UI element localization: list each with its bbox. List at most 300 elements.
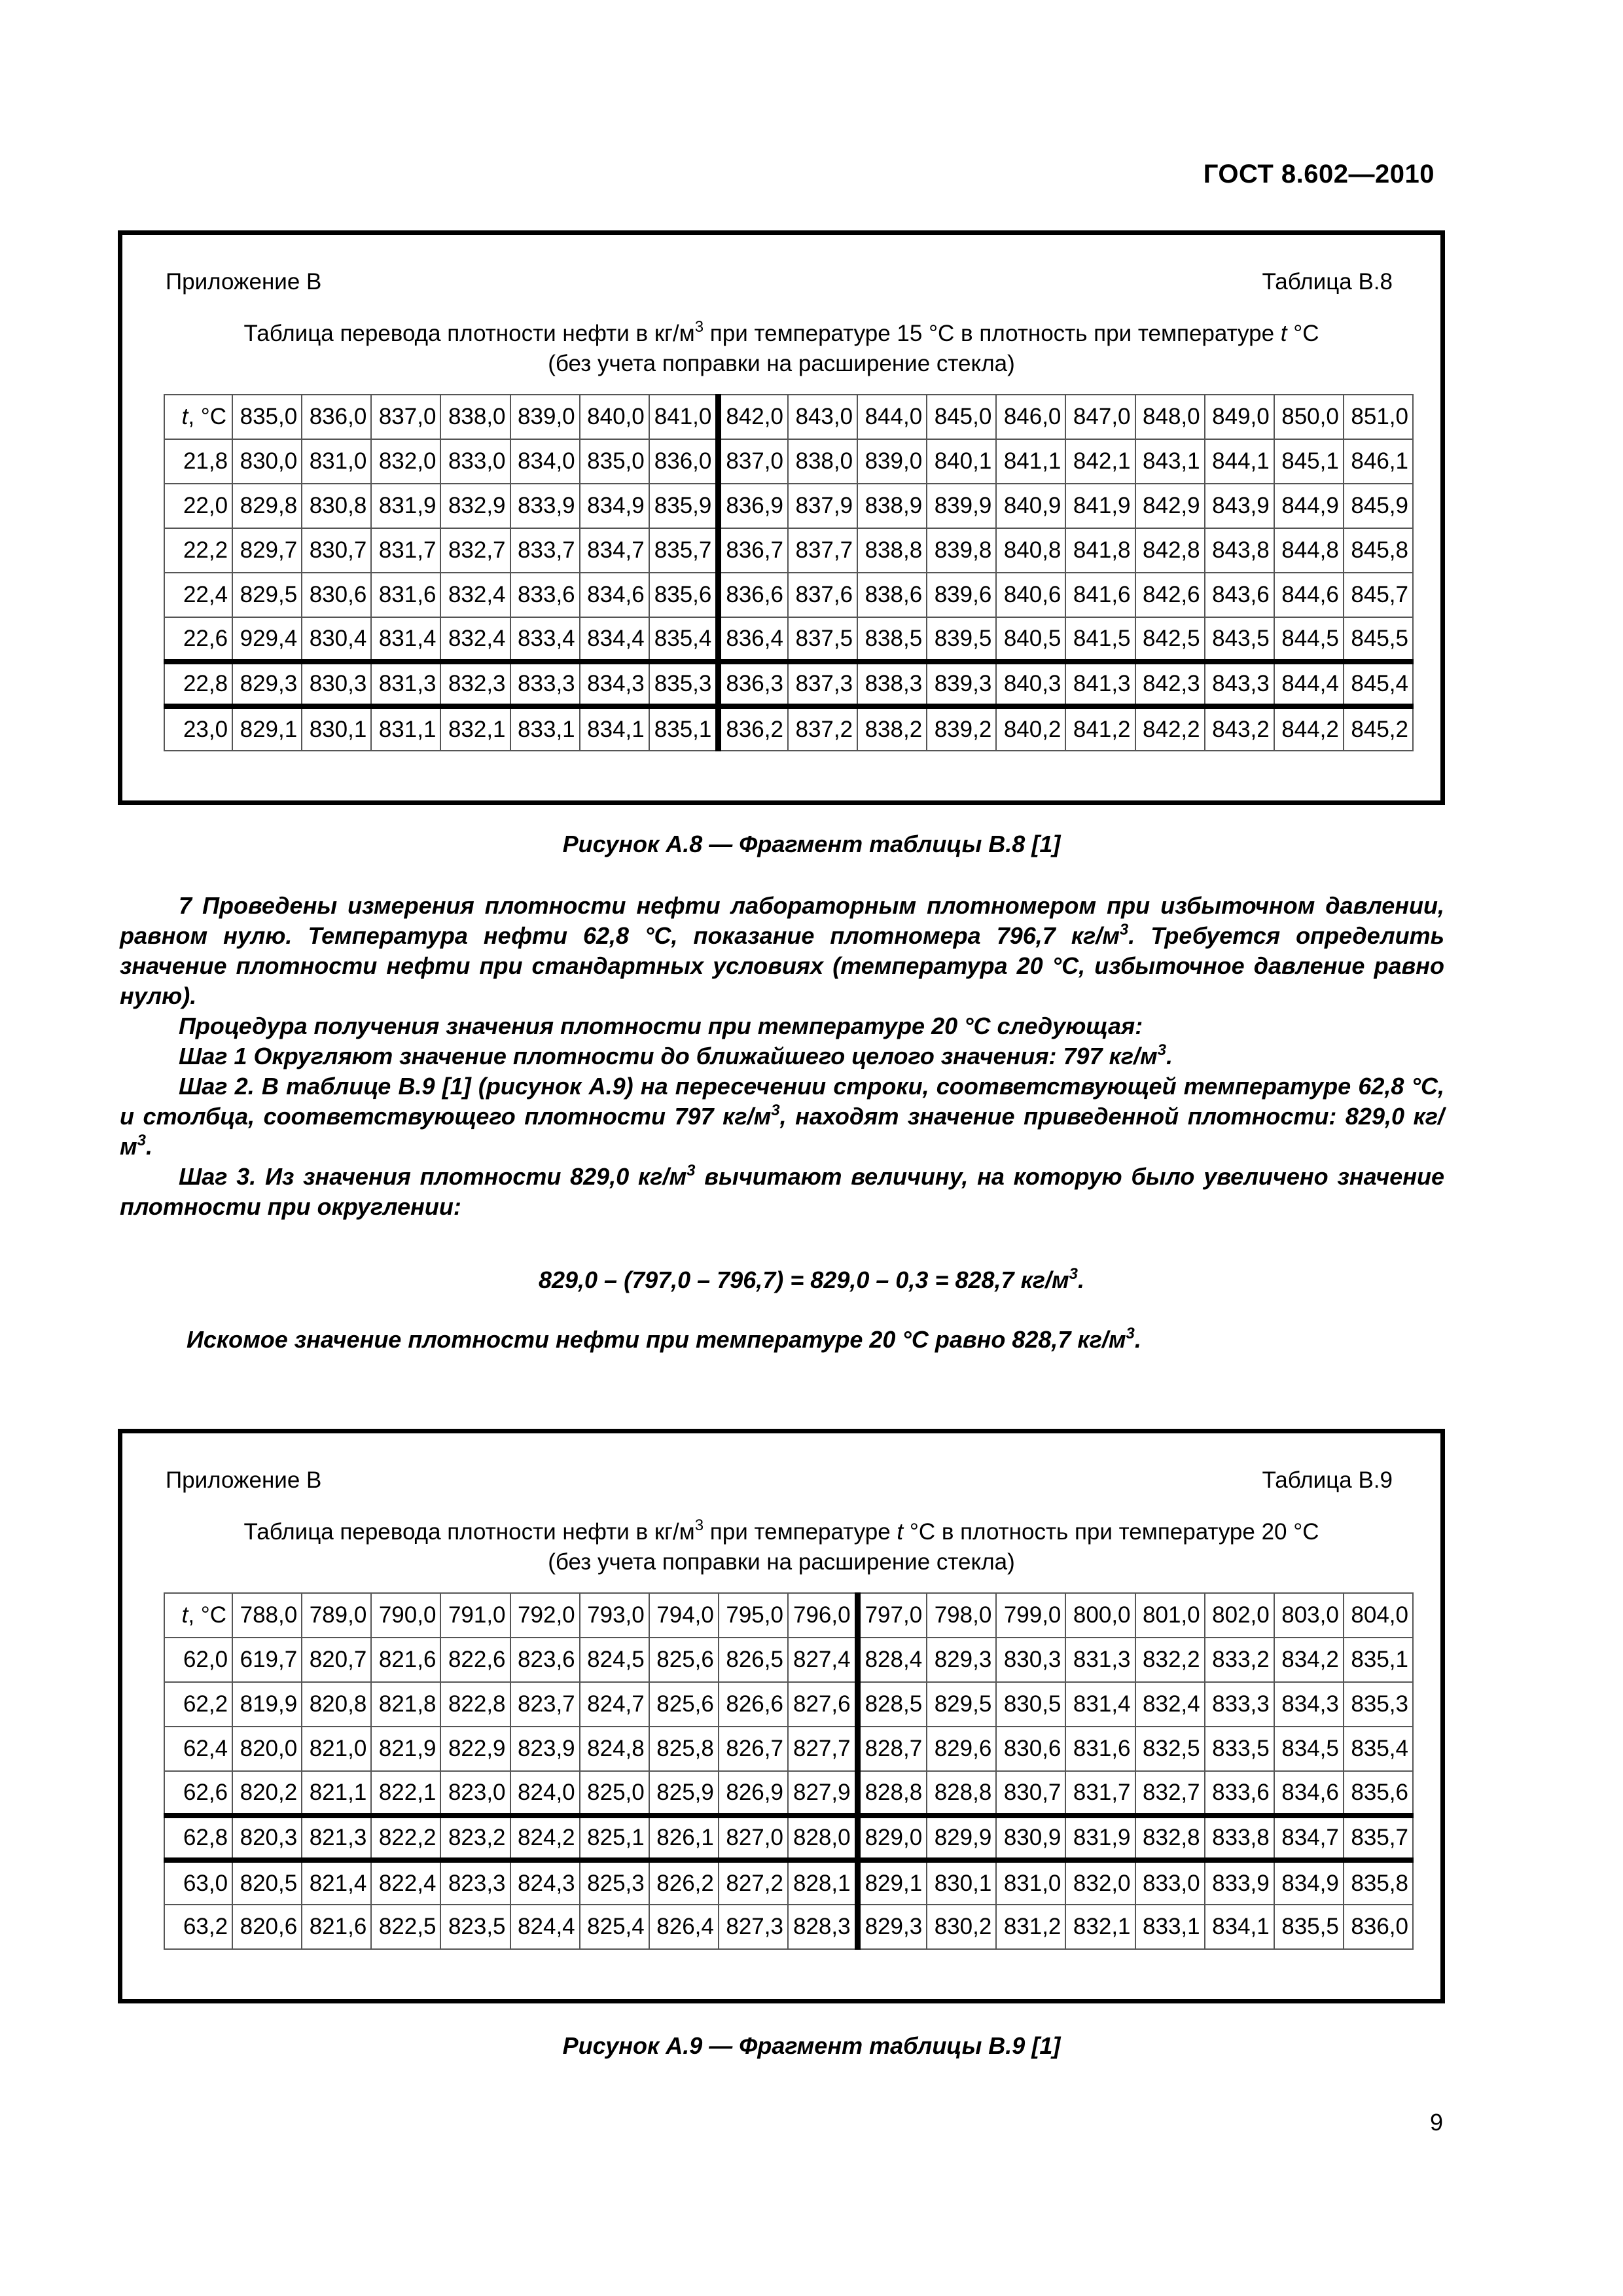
- density-cell: 833,4: [510, 617, 580, 662]
- density-cell: 825,1: [580, 1816, 649, 1860]
- temperature-cell: 62,2: [164, 1682, 232, 1727]
- density-column-header: 801,0: [1135, 1593, 1205, 1638]
- density-cell: 839,0: [857, 439, 927, 484]
- density-cell: 829,6: [927, 1727, 996, 1771]
- density-cell: 831,3: [1065, 1638, 1135, 1682]
- density-cell: 831,0: [996, 1860, 1065, 1905]
- density-cell: 833,9: [510, 484, 580, 528]
- density-cell: 828,7: [857, 1727, 927, 1771]
- density-cell: 833,1: [510, 706, 580, 751]
- density-table-b9: [164, 1592, 1414, 1950]
- density-cell: 824,2: [510, 1816, 580, 1860]
- density-cell: 835,4: [1344, 1727, 1413, 1771]
- density-cell: 843,3: [1205, 662, 1274, 706]
- temperature-cell: 62,4: [164, 1727, 232, 1771]
- density-cell: 842,8: [1135, 528, 1205, 573]
- density-cell: 833,5: [1205, 1727, 1274, 1771]
- table-row: [164, 573, 1413, 617]
- table-row: [164, 439, 1413, 484]
- figure-a8-frame: [118, 230, 1445, 805]
- density-cell: 829,1: [232, 706, 302, 751]
- density-cell: 827,4: [788, 1638, 857, 1682]
- table-number: Таблица В.8: [1262, 269, 1393, 295]
- density-cell: 824,7: [580, 1682, 649, 1727]
- density-cell: 830,6: [302, 573, 371, 617]
- density-cell: 842,9: [1135, 484, 1205, 528]
- density-cell: 829,3: [232, 662, 302, 706]
- density-cell: 839,6: [927, 573, 996, 617]
- density-cell: 832,8: [1135, 1816, 1205, 1860]
- density-cell: 840,5: [996, 617, 1065, 662]
- density-cell: 821,8: [371, 1682, 440, 1727]
- density-column-header: 848,0: [1135, 395, 1205, 439]
- density-cell: 619,7: [232, 1638, 302, 1682]
- density-cell: 820,7: [302, 1638, 371, 1682]
- density-cell: 832,4: [440, 573, 510, 617]
- density-cell: 841,5: [1065, 617, 1135, 662]
- density-cell: 840,1: [927, 439, 996, 484]
- density-cell: 832,7: [1135, 1771, 1205, 1816]
- density-cell: 834,4: [580, 617, 649, 662]
- density-cell: 830,4: [302, 617, 371, 662]
- density-cell: 825,8: [649, 1727, 719, 1771]
- density-cell: 827,3: [719, 1905, 788, 1949]
- density-cell: 823,5: [440, 1905, 510, 1949]
- density-cell: 842,1: [1065, 439, 1135, 484]
- density-column-header: 799,0: [996, 1593, 1065, 1638]
- density-cell: 844,8: [1274, 528, 1344, 573]
- table-row: [164, 1727, 1413, 1771]
- density-cell: 828,0: [788, 1816, 857, 1860]
- density-cell: 829,3: [857, 1905, 927, 1949]
- density-cell: 838,2: [857, 706, 927, 751]
- density-cell: 826,9: [719, 1771, 788, 1816]
- density-cell: 833,0: [440, 439, 510, 484]
- density-cell: 841,1: [996, 439, 1065, 484]
- density-cell: 835,4: [649, 617, 719, 662]
- density-cell: 834,5: [1274, 1727, 1344, 1771]
- table-row: [164, 1638, 1413, 1682]
- density-cell: 845,4: [1344, 662, 1413, 706]
- table-row: [164, 1682, 1413, 1727]
- density-cell: 841,8: [1065, 528, 1135, 573]
- density-column-header: 802,0: [1205, 1593, 1274, 1638]
- density-cell: 842,6: [1135, 573, 1205, 617]
- density-cell: 828,8: [927, 1771, 996, 1816]
- density-cell: 822,4: [371, 1860, 440, 1905]
- density-cell: 836,2: [719, 706, 788, 751]
- density-cell: 839,2: [927, 706, 996, 751]
- density-cell: 832,9: [440, 484, 510, 528]
- table-row: [164, 528, 1413, 573]
- table-title: Таблица перевода плотности нефти в $кг/м^3$ при температуре 15 °С в плотность при температуре t °С (без учета поправки на расширение стекла): [243, 318, 1319, 376]
- density-cell: 829,5: [232, 573, 302, 617]
- paragraph: Процедура получения значения плотности при температуре 20 °С следующая:: [179, 1013, 1143, 1039]
- density-cell: 823,9: [510, 1727, 580, 1771]
- density-cell: 822,1: [371, 1771, 440, 1816]
- density-cell: 830,7: [996, 1771, 1065, 1816]
- density-cell: 844,6: [1274, 573, 1344, 617]
- density-cell: 834,9: [1274, 1860, 1344, 1905]
- density-cell: 835,5: [1274, 1905, 1344, 1949]
- density-cell: 839,9: [927, 484, 996, 528]
- density-cell: 840,8: [996, 528, 1065, 573]
- density-cell: 821,6: [371, 1638, 440, 1682]
- temperature-cell: 22,8: [164, 662, 232, 706]
- density-cell: 823,2: [440, 1816, 510, 1860]
- density-cell: 820,2: [232, 1771, 302, 1816]
- density-cell: 835,7: [649, 528, 719, 573]
- density-cell: 830,0: [232, 439, 302, 484]
- table-row: [164, 1816, 1413, 1860]
- density-cell: 831,9: [371, 484, 440, 528]
- density-cell: 831,0: [302, 439, 371, 484]
- density-column-header: 850,0: [1274, 395, 1344, 439]
- density-column-header: 793,0: [580, 1593, 649, 1638]
- density-cell: 827,9: [788, 1771, 857, 1816]
- density-cell: 834,0: [510, 439, 580, 484]
- density-cell: 838,9: [857, 484, 927, 528]
- figure-caption: Рисунок А.9 — Фрагмент таблицы В.9 [1]: [562, 2032, 1061, 2059]
- density-cell: 831,3: [371, 662, 440, 706]
- temperature-cell: 21,8: [164, 439, 232, 484]
- density-cell: 830,3: [302, 662, 371, 706]
- density-cell: 840,6: [996, 573, 1065, 617]
- density-cell: 836,3: [719, 662, 788, 706]
- density-cell: 845,8: [1344, 528, 1413, 573]
- density-cell: 820,6: [232, 1905, 302, 1949]
- table-row: [164, 617, 1413, 662]
- density-cell: 827,7: [788, 1727, 857, 1771]
- density-cell: 825,9: [649, 1771, 719, 1816]
- density-cell: 834,2: [1274, 1638, 1344, 1682]
- density-cell: 846,1: [1344, 439, 1413, 484]
- temperature-cell: 22,4: [164, 573, 232, 617]
- density-column-header: 788,0: [232, 1593, 302, 1638]
- density-cell: 824,3: [510, 1860, 580, 1905]
- table-header-row: [164, 1593, 1413, 1638]
- density-cell: 843,6: [1205, 573, 1274, 617]
- density-cell: 822,9: [440, 1727, 510, 1771]
- density-cell: 837,3: [788, 662, 857, 706]
- density-column-header: 838,0: [440, 395, 510, 439]
- density-cell: 830,3: [996, 1638, 1065, 1682]
- density-cell: 826,4: [649, 1905, 719, 1949]
- density-cell: 844,1: [1205, 439, 1274, 484]
- density-cell: 822,8: [440, 1682, 510, 1727]
- density-cell: 821,4: [302, 1860, 371, 1905]
- density-cell: 823,7: [510, 1682, 580, 1727]
- table-title: Таблица перевода плотности нефти в $кг/м^3$ при температуре t °С в плотность при температуре 20 °С (без учета поправки на расширение стекла): [243, 1516, 1319, 1575]
- density-column-header: 804,0: [1344, 1593, 1413, 1638]
- density-cell: 832,7: [440, 528, 510, 573]
- temperature-cell: 22,2: [164, 528, 232, 573]
- temperature-header-cell: t, °С: [164, 395, 232, 439]
- density-cell: 833,8: [1205, 1816, 1274, 1860]
- density-cell: 841,9: [1065, 484, 1135, 528]
- density-cell: 838,8: [857, 528, 927, 573]
- density-cell: 835,6: [649, 573, 719, 617]
- figure-caption: Рисунок А.8 — Фрагмент таблицы В.8 [1]: [562, 831, 1061, 857]
- density-cell: 828,5: [857, 1682, 927, 1727]
- density-cell: 833,1: [1135, 1905, 1205, 1949]
- density-cell: 839,8: [927, 528, 996, 573]
- density-column-header: 849,0: [1205, 395, 1274, 439]
- density-cell: 836,4: [719, 617, 788, 662]
- density-cell: 830,9: [996, 1816, 1065, 1860]
- density-cell: 835,9: [649, 484, 719, 528]
- density-cell: 833,2: [1205, 1638, 1274, 1682]
- density-column-header: 791,0: [440, 1593, 510, 1638]
- density-cell: 831,7: [1065, 1771, 1135, 1816]
- density-cell: 830,7: [302, 528, 371, 573]
- density-cell: 829,7: [232, 528, 302, 573]
- density-cell: 829,9: [927, 1816, 996, 1860]
- density-cell: 835,3: [1344, 1682, 1413, 1727]
- density-cell: 836,6: [719, 573, 788, 617]
- density-cell: 826,1: [649, 1816, 719, 1860]
- density-cell: 824,0: [510, 1771, 580, 1816]
- density-column-header: 836,0: [302, 395, 371, 439]
- appendix-label: Приложение В: [166, 269, 322, 295]
- density-cell: 829,1: [857, 1860, 927, 1905]
- density-cell: 822,2: [371, 1816, 440, 1860]
- density-cell: 825,0: [580, 1771, 649, 1816]
- table-header-row: [164, 395, 1413, 439]
- density-column-header: 789,0: [302, 1593, 371, 1638]
- density-cell: 835,8: [1344, 1860, 1413, 1905]
- density-cell: 821,3: [302, 1816, 371, 1860]
- density-cell: 845,7: [1344, 573, 1413, 617]
- density-cell: 832,4: [1135, 1682, 1205, 1727]
- table-row: [164, 1771, 1413, 1816]
- density-cell: 829,5: [927, 1682, 996, 1727]
- density-cell: 831,4: [1065, 1682, 1135, 1727]
- density-cell: 822,5: [371, 1905, 440, 1949]
- density-column-header: 839,0: [510, 395, 580, 439]
- density-column-header: 800,0: [1065, 1593, 1135, 1638]
- density-column-header: 835,0: [232, 395, 302, 439]
- density-column-header: 796,0: [788, 1593, 857, 1638]
- density-cell: 832,0: [1065, 1860, 1135, 1905]
- table-row: [164, 1860, 1413, 1905]
- density-cell: 838,6: [857, 573, 927, 617]
- density-cell: 828,8: [857, 1771, 927, 1816]
- density-cell: 827,2: [719, 1860, 788, 1905]
- density-cell: 835,1: [649, 706, 719, 751]
- temperature-cell: 62,8: [164, 1816, 232, 1860]
- density-cell: 845,1: [1274, 439, 1344, 484]
- density-cell: 825,6: [649, 1682, 719, 1727]
- density-column-header: 798,0: [927, 1593, 996, 1638]
- density-cell: 839,3: [927, 662, 996, 706]
- density-column-header: 795,0: [719, 1593, 788, 1638]
- density-column-header: 843,0: [788, 395, 857, 439]
- density-cell: 837,2: [788, 706, 857, 751]
- density-cell: 833,3: [510, 662, 580, 706]
- density-cell: 834,3: [1274, 1682, 1344, 1727]
- density-cell: 838,0: [788, 439, 857, 484]
- appendix-label: Приложение В: [166, 1467, 322, 1493]
- density-cell: 820,5: [232, 1860, 302, 1905]
- density-column-header: 837,0: [371, 395, 440, 439]
- table-row: [164, 706, 1413, 751]
- density-cell: 833,6: [510, 573, 580, 617]
- density-cell: 833,3: [1205, 1682, 1274, 1727]
- density-cell: 826,2: [649, 1860, 719, 1905]
- density-cell: 824,5: [580, 1638, 649, 1682]
- density-cell: 832,1: [1065, 1905, 1135, 1949]
- temperature-cell: 23,0: [164, 706, 232, 751]
- density-cell: 831,7: [371, 528, 440, 573]
- density-cell: 821,1: [302, 1771, 371, 1816]
- density-cell: 828,3: [788, 1905, 857, 1949]
- page-number: 9: [1429, 2109, 1443, 2136]
- density-cell: 838,3: [857, 662, 927, 706]
- density-cell: 830,1: [927, 1860, 996, 1905]
- density-cell: 841,3: [1065, 662, 1135, 706]
- density-column-header: 851,0: [1344, 395, 1413, 439]
- temperature-cell: 22,0: [164, 484, 232, 528]
- density-cell: 843,5: [1205, 617, 1274, 662]
- density-cell: 833,9: [1205, 1860, 1274, 1905]
- result-sentence: Искомое значение плотности нефти при температуре 20 °С равно 828,7 $кг/м^3$.: [187, 1325, 1141, 1353]
- density-cell: 929,4: [232, 617, 302, 662]
- density-cell: 826,7: [719, 1727, 788, 1771]
- density-cell: 843,2: [1205, 706, 1274, 751]
- density-cell: 836,0: [649, 439, 719, 484]
- density-column-header: 790,0: [371, 1593, 440, 1638]
- density-cell: 829,3: [927, 1638, 996, 1682]
- density-cell: 832,3: [440, 662, 510, 706]
- density-cell: 820,8: [302, 1682, 371, 1727]
- density-cell: 837,9: [788, 484, 857, 528]
- density-column-header: 792,0: [510, 1593, 580, 1638]
- density-cell: 833,0: [1135, 1860, 1205, 1905]
- density-cell: 830,2: [927, 1905, 996, 1949]
- density-cell: 832,1: [440, 706, 510, 751]
- table-row: [164, 662, 1413, 706]
- density-cell: 819,9: [232, 1682, 302, 1727]
- density-cell: 820,3: [232, 1816, 302, 1860]
- density-cell: 823,0: [440, 1771, 510, 1816]
- density-cell: 832,0: [371, 439, 440, 484]
- density-cell: 825,3: [580, 1860, 649, 1905]
- density-column-header: 841,0: [649, 395, 719, 439]
- density-cell: 834,6: [580, 573, 649, 617]
- density-cell: 825,6: [649, 1638, 719, 1682]
- temperature-cell: 62,6: [164, 1771, 232, 1816]
- density-cell: 830,5: [996, 1682, 1065, 1727]
- figure-a9-frame: [118, 1429, 1445, 2003]
- density-cell: 835,3: [649, 662, 719, 706]
- density-cell: 842,3: [1135, 662, 1205, 706]
- density-column-header: 842,0: [719, 395, 788, 439]
- density-cell: 836,0: [1344, 1905, 1413, 1949]
- density-cell: 829,0: [857, 1816, 927, 1860]
- density-column-header: 845,0: [927, 395, 996, 439]
- density-cell: 821,9: [371, 1727, 440, 1771]
- density-cell: 830,6: [996, 1727, 1065, 1771]
- density-cell: 832,2: [1135, 1638, 1205, 1682]
- density-column-header: 797,0: [857, 1593, 927, 1638]
- density-cell: 837,7: [788, 528, 857, 573]
- density-cell: 836,7: [719, 528, 788, 573]
- density-cell: 831,9: [1065, 1816, 1135, 1860]
- paragraph: Шаг 3. Из значения плотности 829,0 $кг/м^3$ вычитают величину, на которую было увеличено значение плотности при округлении:: [120, 1162, 1444, 1220]
- density-table-b8: [164, 394, 1414, 751]
- table-row: [164, 484, 1413, 528]
- density-cell: 835,0: [580, 439, 649, 484]
- density-cell: 834,1: [580, 706, 649, 751]
- paragraph: Шаг 2. В таблице В.9 [1] (рисунок А.9) на пересечении строки, соответствующей температуре 62,8 °С, и столбца, соответствующего плотности 797 $кг/м^3$, находят значение приведенной плотности: 829,0 $кг/м^3$.: [120, 1073, 1444, 1160]
- density-cell: 830,8: [302, 484, 371, 528]
- density-column-header: 803,0: [1274, 1593, 1344, 1638]
- density-cell: 842,2: [1135, 706, 1205, 751]
- density-cell: 835,1: [1344, 1638, 1413, 1682]
- density-column-header: 844,0: [857, 395, 927, 439]
- density-cell: 834,7: [580, 528, 649, 573]
- density-cell: 828,1: [788, 1860, 857, 1905]
- density-cell: 837,0: [719, 439, 788, 484]
- density-cell: 841,2: [1065, 706, 1135, 751]
- density-cell: 830,1: [302, 706, 371, 751]
- temperature-cell: 63,2: [164, 1905, 232, 1949]
- density-cell: 831,6: [371, 573, 440, 617]
- density-cell: 844,4: [1274, 662, 1344, 706]
- density-cell: 839,5: [927, 617, 996, 662]
- paragraph: Шаг 1 Округляют значение плотности до ближайшего целого значения: 797 $кг/м^3$.: [179, 1041, 1173, 1069]
- density-cell: 835,7: [1344, 1816, 1413, 1860]
- density-cell: 823,6: [510, 1638, 580, 1682]
- table-row: [164, 1905, 1413, 1949]
- density-cell: 832,5: [1135, 1727, 1205, 1771]
- temperature-cell: 62,0: [164, 1638, 232, 1682]
- density-cell: 828,4: [857, 1638, 927, 1682]
- document-header: ГОСТ 8.602—2010: [1203, 160, 1435, 188]
- density-cell: 831,6: [1065, 1727, 1135, 1771]
- density-cell: 844,9: [1274, 484, 1344, 528]
- density-cell: 843,8: [1205, 528, 1274, 573]
- density-cell: 838,5: [857, 617, 927, 662]
- paragraph: 7 Проведены измерения плотности нефти лабораторным плотномером при избыточном давлении, равном нулю. Температура нефти 62,8 °С, показание плотномера 796,7 $кг/м^3$. Требуется определить значение плотности нефти при стандартных условиях (температура 20 °С, избыточное давление равно нулю).: [120, 892, 1444, 1009]
- density-cell: 845,5: [1344, 617, 1413, 662]
- density-column-header: 847,0: [1065, 395, 1135, 439]
- density-cell: 832,4: [440, 617, 510, 662]
- density-cell: 834,7: [1274, 1816, 1344, 1860]
- temperature-cell: 22,6: [164, 617, 232, 662]
- density-cell: 822,6: [440, 1638, 510, 1682]
- density-cell: 831,2: [996, 1905, 1065, 1949]
- density-cell: 833,6: [1205, 1771, 1274, 1816]
- density-cell: 837,5: [788, 617, 857, 662]
- temperature-cell: 63,0: [164, 1860, 232, 1905]
- density-column-header: 794,0: [649, 1593, 719, 1638]
- density-cell: 831,1: [371, 706, 440, 751]
- density-cell: 827,0: [719, 1816, 788, 1860]
- density-cell: 834,3: [580, 662, 649, 706]
- table-number: Таблица В.9: [1262, 1467, 1393, 1493]
- density-cell: 840,9: [996, 484, 1065, 528]
- density-cell: 843,9: [1205, 484, 1274, 528]
- density-cell: 820,0: [232, 1727, 302, 1771]
- temperature-header-cell: t, °С: [164, 1593, 232, 1638]
- density-cell: 840,2: [996, 706, 1065, 751]
- density-cell: 835,6: [1344, 1771, 1413, 1816]
- density-cell: 824,4: [510, 1905, 580, 1949]
- density-column-header: 846,0: [996, 395, 1065, 439]
- formula: 829,0 – (797,0 – 796,7) = 829,0 – 0,3 = 828,7 $кг/м^3$.: [538, 1265, 1085, 1293]
